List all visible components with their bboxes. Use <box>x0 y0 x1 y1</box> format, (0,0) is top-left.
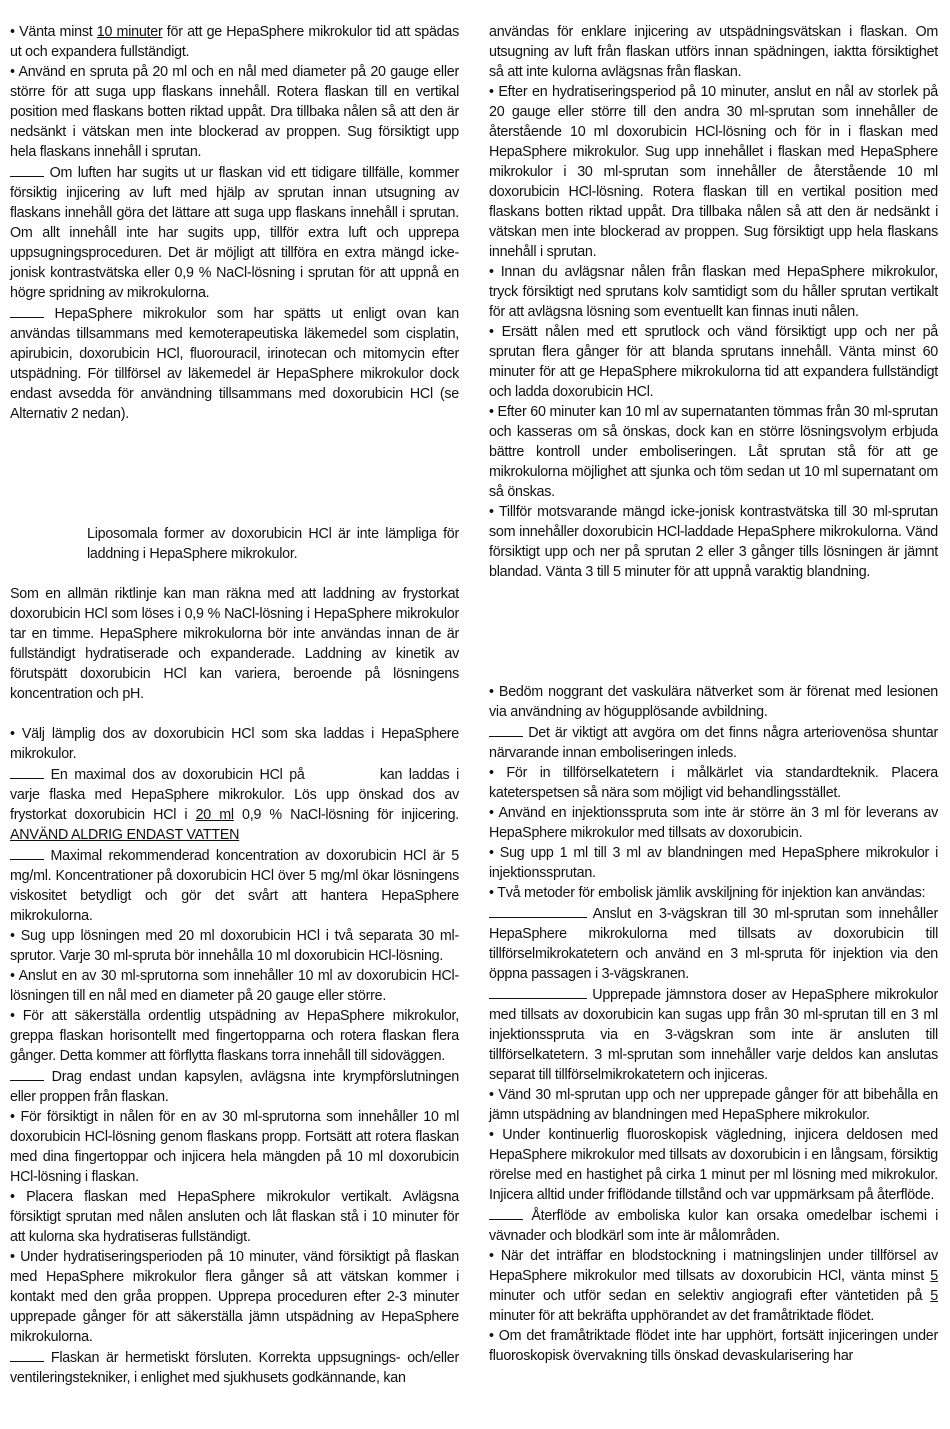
text-run: • Anslut en av 30 ml-sprutorna som innehåller 10 ml av doxorubicin HCl-lösningen till en nål med en diameter på 20 gauge eller större. <box>10 968 459 1004</box>
blank-line <box>10 764 44 779</box>
paragraph <box>10 1107 459 1187</box>
paragraph <box>489 843 938 883</box>
paragraph <box>489 1125 938 1205</box>
paragraph <box>489 1205 938 1246</box>
text-run: • Efter en hydratiseringsperiod på 10 minuter, anslut en nål av storlek på 20 gauge eller större till den andra 30 ml-sprutan som innehåller de återstående 10 ml doxorubicin HCl-lösning och för in i flaskan med HepaSphere mikrokulor. Sug upp innehållet i flaskan med HepaSphere mikrokulor i 30 ml-sprutan som innehåller de återstående 10 ml doxorubicin HCl-lösning. Rotera flaskan till en vertikal position med flaskans botten riktad uppåt. Dra tillbaka nålen så att den är nedsänkt i vätskan men inte blockerad av proppen. Sug försiktigt upp hela flaskans innehåll i sprutan. <box>489 84 938 260</box>
text-run: • När det inträffar en blodstockning i matningslinjen under tillförsel av HepaSphere mikrokulor med tillsats av doxorubicin HCl, vänta minst <box>489 1248 938 1284</box>
text-run: för att ge HepaSphere mikrokulor tid att spädas ut och expandera fullständigt. <box>10 24 459 60</box>
blank-line <box>10 845 44 860</box>
paragraph <box>489 322 938 402</box>
paragraph <box>489 883 938 903</box>
paragraph <box>10 724 459 764</box>
right-column <box>489 22 938 1366</box>
text-run: Flaskan är hermetiskt försluten. Korrekta uppsugnings- och/eller ventileringstekniker, i enlighet med sjukhusets godkännande, kan <box>10 1350 459 1386</box>
text-run: Återflöde av emboliska kulor kan orsaka omedelbar ischemi i vävnader och blodkärl som inte är målområden. <box>489 1208 938 1244</box>
text-run: • Om det framåtriktade flödet inte har upphört, fortsätt injiceringen under fluoroskopisk övervakning tills önskad devaskularisering har <box>489 1328 938 1364</box>
blank-line <box>10 1347 44 1362</box>
text-run: • Två metoder för embolisk jämlik avskiljning för injektion kan användas: <box>489 885 926 901</box>
text-run: Som en allmän riktlinje kan man räkna med att laddning av frystorkat doxorubicin HCl som löses i 0,9 % NaCl-lösning i HepaSphere mikrokulor tar en timme. HepaSphere mikrokulorna bör inte användas innan de är fullständigt hydratiserade och expanderade. Laddning av kinetik av förutspätt doxorubicin HCl kan variera, beroende på lösningens koncentration och pH. <box>10 586 459 702</box>
paragraph <box>489 502 938 582</box>
blank-line <box>10 303 44 318</box>
blank-line <box>489 722 523 737</box>
blank-line <box>10 162 44 177</box>
paragraph <box>10 1247 459 1347</box>
underlined-text: ANVÄND ALDRIG ENDAST VATTEN <box>10 827 240 843</box>
paragraph <box>10 764 459 845</box>
text-run: HepaSphere mikrokulor som har spätts ut enligt ovan kan användas tillsammans med kemoterapeutiska läkemedel som cisplatin, apirubicin, doxorubicin HCl, fluorouracil, irinotecan och mitomycin efter utspädning. För tillförsel av läkemedel är HepaSphere mikrokulor dock endast avsedda för användning tillsammans med doxorubicin HCl (se Alternativ 2 nedan). <box>10 306 459 422</box>
blank-line <box>489 1205 523 1220</box>
underlined-text: 10 minuter <box>96 24 163 40</box>
text-run: Drag endast undan kapsylen, avlägsna inte krympförslutningen eller proppen från flaskan. <box>10 1069 459 1105</box>
paragraph <box>10 62 459 162</box>
blank-line <box>489 984 587 999</box>
text-run: • Bedöm noggrant det vaskulära nätverket som är förenat med lesionen via användning av högupplösande avbildning. <box>489 684 938 720</box>
text-run: • Efter 60 minuter kan 10 ml av supernatanten tömmas från 30 ml-sprutan och kasseras om så önskas, dock kan en större lösningsvolym erbjuda bättre kontroll under emboliseringen. Låt sprutan stå för att ge mikrokulorna möjlighet att sjunka och töm sedan ut 10 ml supernatant om så önskas. <box>489 404 938 500</box>
text-run: • Använd en spruta på 20 ml och en nål med diameter på 20 gauge eller större för att suga upp flaskans innehåll. Rotera flaskan till en vertikal position med flaskans botten riktad uppåt. Dra tillbaka nålen så att den är nedsänkt i vätskan men inte blockerad av proppen. Sug försiktigt upp hela flaskans innehåll i sprutan. <box>10 64 459 160</box>
blank-line <box>10 1066 44 1081</box>
text-run: En maximal dos av doxorubicin HCl på <box>44 767 312 783</box>
paragraph <box>489 984 938 1085</box>
paragraph <box>10 1066 459 1107</box>
paragraph <box>10 966 459 1006</box>
blank-line <box>489 903 587 918</box>
text-run: • Placera flaskan med HepaSphere mikrokulor vertikalt. Avlägsna försiktigt sprutan med nålen ansluten och låt flaskan stå i 10 minuter för att kulorna ska hydratiseras fullständigt. <box>10 1189 459 1245</box>
paragraph <box>489 1326 938 1366</box>
text-run: • Sug upp 1 ml till 3 ml av blandningen med HepaSphere mikrokulor i injektionssprutan. <box>489 845 938 881</box>
text-run: • Under kontinuerlig fluoroskopisk vägledning, injicera deldosen med HepaSphere mikrokulor med tillsats av doxorubicin i en långsam, försiktig rörelse med en hastighet på cirka 1 minut per ml lösning med mikrokulor. Injicera alltid under friflödande tillstånd och var uppmärksam på återflöde. <box>489 1127 938 1203</box>
paragraph <box>10 926 459 966</box>
spacer <box>10 564 459 584</box>
text-run: Anslut en 3-vägskran till 30 ml-sprutan som innehåller HepaSphere mikrokulorna med tillsats av doxorubicin till tillförselmikrokatetern och använd en 3 ml-spruta för injektion via den öppna passagen i 3-vägskranen. <box>489 906 938 982</box>
spacer <box>489 582 938 682</box>
left-column <box>10 22 459 1388</box>
text-run: • Välj lämplig dos av doxorubicin HCl som ska laddas i HepaSphere mikrokulor. <box>10 726 459 762</box>
text-run: • Innan du avlägsnar nålen från flaskan med HepaSphere mikrokulor, tryck försiktigt ned sprutans kolv samtidigt som du håller sprutan vertikalt för att avlägsna lösning som eventuellt kan finnas inuti nålen. <box>489 264 938 320</box>
text-run: kan laddas i varje flaska med HepaSphere mikrokulor. Lös upp önskad dos av frystorkat doxorubicin HCl i <box>10 767 459 823</box>
text-run: • För försiktigt in nålen för en av 30 ml-sprutorna som innehåller 10 ml doxorubicin HCl-lösning genom flaskans propp. Fortsätt att rotera flaskan med dina fingertoppar och injicera hela mängden på 10 ml doxorubicin HCl-lösning i flaskan. <box>10 1109 459 1185</box>
text-run: Liposomala former av doxorubicin HCl är inte lämpliga för laddning i HepaSphere mikrokulor. <box>87 526 459 562</box>
paragraph <box>489 682 938 722</box>
text-run: • Vänd 30 ml-sprutan upp och ner upprepade gånger för att bibehålla en jämn utspädning av blandningen med HepaSphere mikrokulor. <box>489 1087 938 1123</box>
paragraph <box>489 262 938 322</box>
paragraph <box>489 82 938 262</box>
spacer <box>10 424 459 524</box>
text-run: Om luften har sugits ut ur flaskan vid ett tidigare tillfälle, kommer försiktig injicering av luft med hjälp av sprutan innan utsugning av flaskans innehåll göra det lättare att suga upp flaskans innehåll i sprutan. Om allt innehåll inte har sugits upp, tillför extra luft och upprepa uppsugningsproceduren. Det är möjligt att tillföra en extra mängd icke-jonisk kontrastvätska eller 0,9 % NaCl-lösning i sprutan för att uppnå en högre spridning av mikrokulorna. <box>10 165 459 301</box>
text-run: • För in tillförselkatetern i målkärlet via standardteknik. Placera kateterspetsen så nära som möjligt vid behandlingsstället. <box>489 765 938 801</box>
text-run: • För att säkerställa ordentlig utspädning av HepaSphere mikrokulor, greppa flaskan horisontellt med fingertopparna och rotera flaskan flera gånger. Detta kommer att förflytta flaskans torra innehåll till sidoväggen. <box>10 1008 459 1064</box>
text-run: • Ersätt nålen med ett sprutlock och vänd försiktigt upp och ner på sprutan flera gånger för att blanda sprutans innehåll. Vänta minst 60 minuter för att ge HepaSphere mikrokulorna tid att expandera fullständigt och ladda doxorubicin HCl. <box>489 324 938 400</box>
paragraph <box>10 1347 459 1388</box>
paragraph <box>489 22 938 82</box>
text-run: • Tillför motsvarande mängd icke-jonisk kontrastvätska till 30 ml-sprutan som innehåller doxorubicin HCl-laddade HepaSphere mikrokulorna. Vänd försiktigt upp och ner på sprutan 2 eller 3 gånger tills lösningen är jämnt blandad. Vänta 3 till 5 minuter för att uppnå varaktig blandning. <box>489 504 938 580</box>
paragraph <box>489 1246 938 1326</box>
paragraph <box>489 1085 938 1125</box>
text-run: Det är viktigt att avgöra om det finns några arteriovenösa shuntar närvarande innan emboliseringen inleds. <box>489 725 938 761</box>
text-run: • Vänta minst <box>10 24 97 40</box>
paragraph <box>489 803 938 843</box>
paragraph <box>489 903 938 984</box>
paragraph <box>10 1187 459 1247</box>
paragraph <box>10 584 459 704</box>
paragraph <box>10 845 459 926</box>
text-run: Upprepade jämnstora doser av HepaSphere mikrokulor med tillsats av doxorubicin kan sugas upp från 30 ml-sprutan till en 3 ml injektionsspruta via en 3-vägskran som inte är ansluten till tillförselkatetern. 3 ml-sprutan som innehåller varje deldos kan anslutas separat till tillförselmikrokatetern och injiceras. <box>489 987 938 1083</box>
text-run: minuter för att bekräfta upphörandet av det framåtriktade flödet. <box>489 1308 875 1324</box>
paragraph <box>489 402 938 502</box>
underlined-text: 20 ml <box>195 807 234 823</box>
text-run: användas för enklare injicering av utspädningsvätskan i flaskan. Om utsugning av luft från flaskan utförs innan spädningen, iaktta försiktighet så att inte kulorna avlägsnas från flaskan. <box>489 24 938 80</box>
text-run: minuter och utför sedan en selektiv angiografi efter väntetiden på <box>489 1288 931 1304</box>
paragraph <box>489 763 938 803</box>
text-run: 0,9 % NaCl-lösning för injicering. <box>233 807 460 823</box>
text-run: • Använd en injektionsspruta som inte är större än 3 ml för leverans av HepaSphere mikrokulor med tillsats av doxorubicin. <box>489 805 938 841</box>
paragraph <box>489 722 938 763</box>
paragraph <box>10 162 459 303</box>
paragraph <box>10 22 459 62</box>
underlined-text: 5 <box>930 1288 938 1304</box>
paragraph <box>10 303 459 424</box>
text-run: Maximal rekommenderad koncentration av doxorubicin HCl är 5 mg/ml. Koncentrationer på doxorubicin HCl över 5 mg/ml ökar lösningens viskositet betydligt och gör det svårt att hantera HepaSphere mikrokulorna. <box>10 848 459 924</box>
underlined-text: 5 <box>930 1268 938 1284</box>
text-run: • Sug upp lösningen med 20 ml doxorubicin HCl i två separata 30 ml-sprutor. Varje 30 ml-spruta bör innehålla 10 ml doxorubicin HCl-lösning. <box>10 928 459 964</box>
text-run: • Under hydratiseringsperioden på 10 minuter, vänd försiktigt på flaskan med HepaSphere mikrokulor flera gånger så att vätskan kommer i kontakt med den gråa proppen. Upprepa proceduren efter 2-3 minuter upprepade gånger för att säkerställa jämn utspädning av HepaSphere mikrokulorna. <box>10 1249 459 1345</box>
paragraph <box>10 524 459 564</box>
paragraph <box>10 1006 459 1066</box>
spacer <box>10 704 459 724</box>
